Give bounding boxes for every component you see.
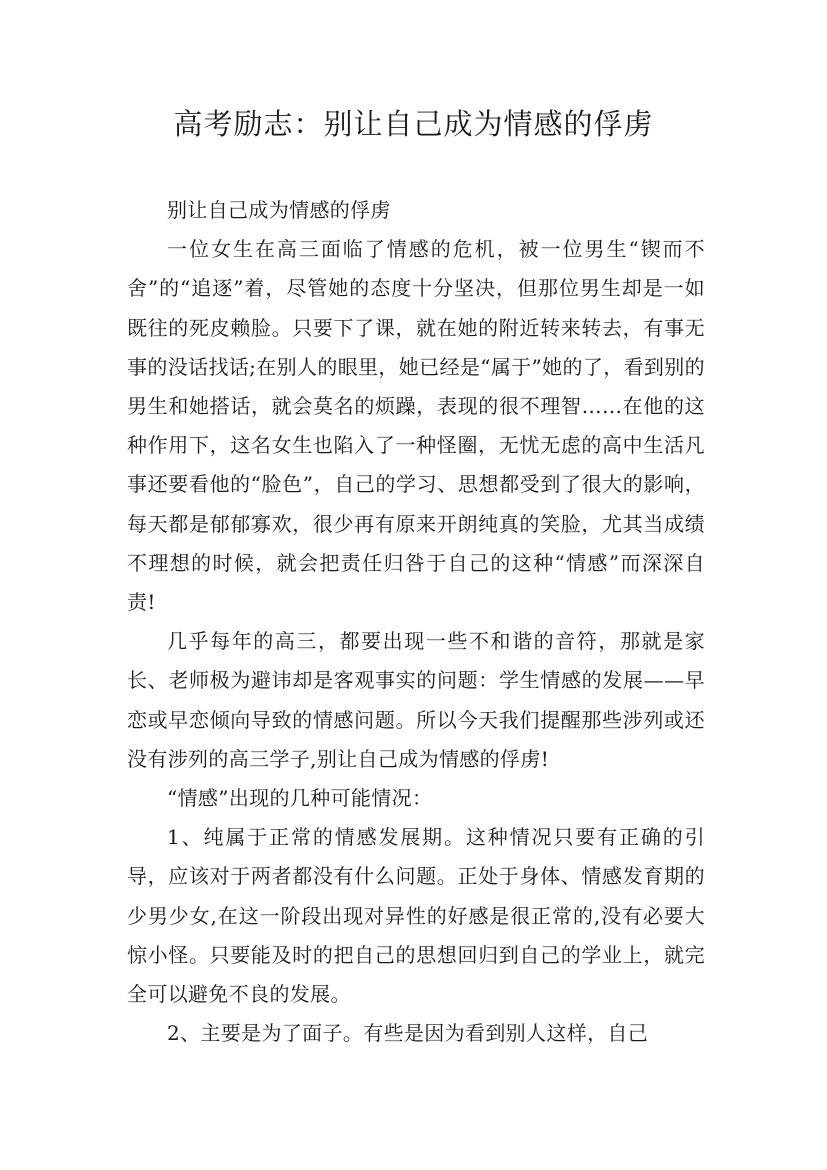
paragraph: “情感”出现的几种可能情况： [167, 786, 433, 811]
paragraph-subtitle: 别让自己成为情感的俘虏 [167, 198, 391, 222]
document-title: 高考励志：别让自己成为情感的俘虏 [173, 107, 654, 141]
paragraph: 1、纯属于正常的情感发展期。这种情况只要有正确的引导，应该对于两者都没有什么问题。正处于身体、情感发育期的少男少女,在这一阶段出现对异性的好感是很正常的,没有必要大惊小怪。只要能及时的把自己的思想回归到自己的学业上，就完全可以避免不良的发展。 [127, 825, 705, 1007]
paragraph: 几乎每年的高三，都要出现一些不和谐的音符，那就是家长、老师极为避讳却是客观事实的问题：学生情感的发展——早恋或早恋倾向导致的情感问题。所以今天我们提醒那些涉列或还没有涉列的高三学子,别让自己成为情感的俘虏! [127, 629, 705, 771]
paragraph: 2、主要是为了面子。有些是因为看到别人这样，自己 [167, 1021, 649, 1046]
document-body [127, 191, 705, 1053]
paragraph: 一位女生在高三面临了情感的危机，被一位男生“锲而不舍”的“追逐”着，尽管她的态度十分坚决，但那位男生却是一如既往的死皮赖脸。只要下了课，就在她的附近转来转去，有事无事的没话找话;在别人的眼里，她已经是“属于”她的了，看到别的男生和她搭话，就会莫名的烦躁，表现的很不理智……在他的这种作用下，这名女生也陷入了一种怪圈，无忧无虑的高中生活凡事还要看他的“脸色”，自己的学习、思想都受到了很大的影响，每天都是郁郁寡欢，很少再有原来开朗纯真的笑脸，尤其当成绩不理想的时候，就会把责任归咎于自己的这种“情感”而深深自责! [127, 237, 705, 615]
